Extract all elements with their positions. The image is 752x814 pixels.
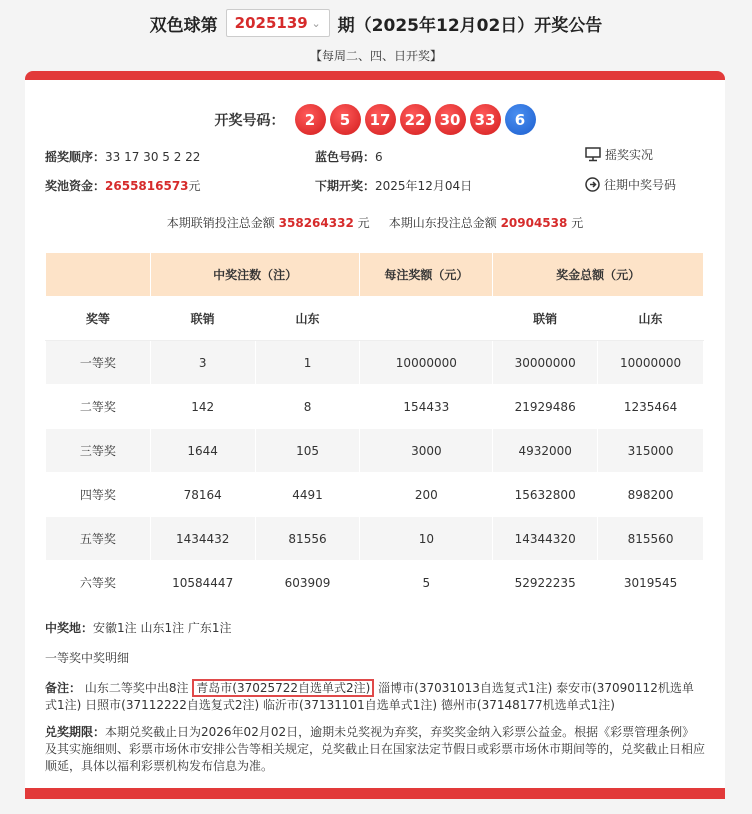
red-ball: 5 — [330, 104, 361, 135]
table-header-row — [46, 253, 704, 297]
sales-summary — [25, 214, 725, 231]
national-total-header: 联销 — [493, 297, 598, 341]
next-draw — [315, 177, 472, 194]
remarks-label: 备注： — [45, 681, 82, 695]
winning-numbers — [25, 104, 725, 135]
per-prize-amount: 10 — [360, 517, 493, 561]
shandong-winners: 603909 — [255, 561, 360, 605]
prize-level: 三等奖 — [46, 429, 151, 473]
red-ball: 17 — [365, 104, 396, 135]
national-winners: 1434432 — [150, 517, 255, 561]
remarks-text: 淄博市(37031013自选复式1注) 泰安市(37090112机选单式1注) 日照市(37112222自选复式2注) 临沂市(37131101自选单式1注) 德州市(37148177机选单式1注) — [45, 681, 694, 712]
period-value: 2025139 — [234, 14, 308, 32]
jackpot-label: 奖池资金： — [45, 179, 106, 193]
title-prefix: 双色球第 — [149, 15, 218, 36]
shandong-total: 10000000 — [598, 341, 704, 385]
national-sales-label: 本期联销投注总金额 — [166, 216, 275, 230]
table-row — [46, 561, 704, 605]
shandong-header: 山东 — [255, 297, 360, 341]
shandong-total: 3019545 — [598, 561, 704, 605]
arrow-circle-icon — [585, 177, 600, 192]
table-row — [46, 429, 704, 473]
live-draw-link[interactable] — [585, 146, 653, 163]
card-bottom-bar — [25, 788, 725, 799]
shandong-winners: 105 — [255, 429, 360, 473]
national-total: 15632800 — [493, 473, 598, 517]
shandong-total: 1235464 — [598, 385, 704, 429]
redeem-deadline — [45, 724, 705, 775]
draw-order-value: 33 17 30 5 2 22 — [105, 150, 201, 164]
shandong-sales-value: 20904538 — [500, 216, 568, 230]
table-header-cell — [46, 253, 151, 297]
national-sales-unit: 元 — [357, 216, 370, 230]
blue-ball: 6 — [505, 104, 536, 135]
level-header: 奖等 — [46, 297, 151, 341]
table-row — [46, 385, 704, 429]
winning-locations — [45, 620, 705, 637]
red-ball: 22 — [400, 104, 431, 135]
national-total: 14344320 — [493, 517, 598, 561]
national-total: 21929486 — [493, 385, 598, 429]
jackpot-value: 2655816573 — [105, 179, 189, 193]
per-prize-header: 每注奖额（元） — [360, 253, 493, 297]
jackpot-unit: 元 — [188, 179, 201, 193]
shandong-total: 315000 — [598, 429, 704, 473]
table-header-cell — [360, 297, 493, 341]
prize-level: 二等奖 — [46, 385, 151, 429]
draw-schedule: 【每周二、四、日开奖】 — [309, 49, 442, 63]
winning-locations-value: 安徽1注 山东1注 广东1注 — [93, 621, 232, 635]
chevron-down-icon: ⌄ — [311, 16, 321, 30]
next-draw-value: 2025年12月04日 — [375, 179, 473, 193]
national-total: 4932000 — [493, 429, 598, 473]
live-draw-label: 摇奖实况 — [605, 148, 654, 162]
total-prize-header: 奖金总额（元） — [493, 253, 704, 297]
shandong-total: 815560 — [598, 517, 704, 561]
jackpot-pool — [45, 177, 201, 194]
table-row — [46, 517, 704, 561]
table-row — [46, 341, 704, 385]
table-row — [46, 473, 704, 517]
shandong-total-header: 山东 — [598, 297, 704, 341]
remarks — [45, 680, 705, 714]
prize-level: 五等奖 — [46, 517, 151, 561]
remarks-highlight: 青岛市(37025722自选单式2注) — [192, 679, 374, 697]
page-title — [0, 9, 752, 37]
shandong-total: 898200 — [598, 473, 704, 517]
national-winners: 1644 — [150, 429, 255, 473]
shandong-sales-label: 本期山东投注总金额 — [388, 216, 497, 230]
draw-order — [45, 148, 200, 165]
national-sales-value: 358264332 — [278, 216, 354, 230]
national-winners: 78164 — [150, 473, 255, 517]
monitor-icon — [585, 147, 601, 162]
history-label: 往期中奖号码 — [604, 178, 677, 192]
title-suffix: 期（2025年12月02日）开奖公告 — [337, 15, 603, 36]
winning-numbers-label: 开奖号码： — [214, 112, 285, 129]
prize-level: 六等奖 — [46, 561, 151, 605]
winning-locations-label: 中奖地： — [45, 621, 94, 635]
national-winners: 142 — [150, 385, 255, 429]
remarks-prefix: 山东二等奖中出8注 — [81, 681, 193, 695]
blue-number-value: 6 — [375, 150, 383, 164]
national-total: 52922235 — [493, 561, 598, 605]
shandong-winners: 81556 — [255, 517, 360, 561]
national-winners: 10584447 — [150, 561, 255, 605]
red-ball: 33 — [470, 104, 501, 135]
national-winners: 3 — [150, 341, 255, 385]
national-header: 联销 — [150, 297, 255, 341]
per-prize-amount: 200 — [360, 473, 493, 517]
red-ball: 2 — [295, 104, 326, 135]
per-prize-amount: 5 — [360, 561, 493, 605]
per-prize-amount: 3000 — [360, 429, 493, 473]
next-draw-label: 下期开奖： — [315, 179, 376, 193]
announcement-card — [25, 80, 725, 790]
shandong-winners: 8 — [255, 385, 360, 429]
period-select[interactable] — [226, 9, 330, 37]
red-ball: 30 — [435, 104, 466, 135]
shandong-winners: 1 — [255, 341, 360, 385]
shandong-winners: 4491 — [255, 473, 360, 517]
table-subheader-row — [46, 297, 704, 341]
header — [0, 0, 752, 70]
prize-level: 一等奖 — [46, 341, 151, 385]
draw-order-label: 摇奖顺序： — [45, 150, 106, 164]
redeem-text: 本期兑奖截止日为2026年02月02日，逾期未兑奖视为弃奖，弃奖奖金纳入彩票公益金。根据《彩票管理条例》及其实施细则、彩票市场休市安排公告等相关规定，兑奖截止日在国家法定节假日或彩票市场休市期间等的，兑奖截止日相应顺延，具体以福利彩票机构发布信息为准。 — [45, 725, 706, 773]
blue-number-label: 蓝色号码： — [315, 150, 376, 164]
per-prize-amount: 154433 — [360, 385, 493, 429]
redeem-label: 兑奖期限： — [45, 725, 106, 739]
winners-count-header: 中奖注数（注） — [150, 253, 360, 297]
first-prize-details-title: 一等奖中奖明细 — [45, 651, 130, 665]
shandong-sales-unit: 元 — [571, 216, 584, 230]
prize-table — [45, 252, 704, 605]
per-prize-amount: 10000000 — [360, 341, 493, 385]
prize-level: 四等奖 — [46, 473, 151, 517]
history-link[interactable] — [585, 176, 676, 193]
national-total: 30000000 — [493, 341, 598, 385]
blue-number — [315, 148, 383, 165]
